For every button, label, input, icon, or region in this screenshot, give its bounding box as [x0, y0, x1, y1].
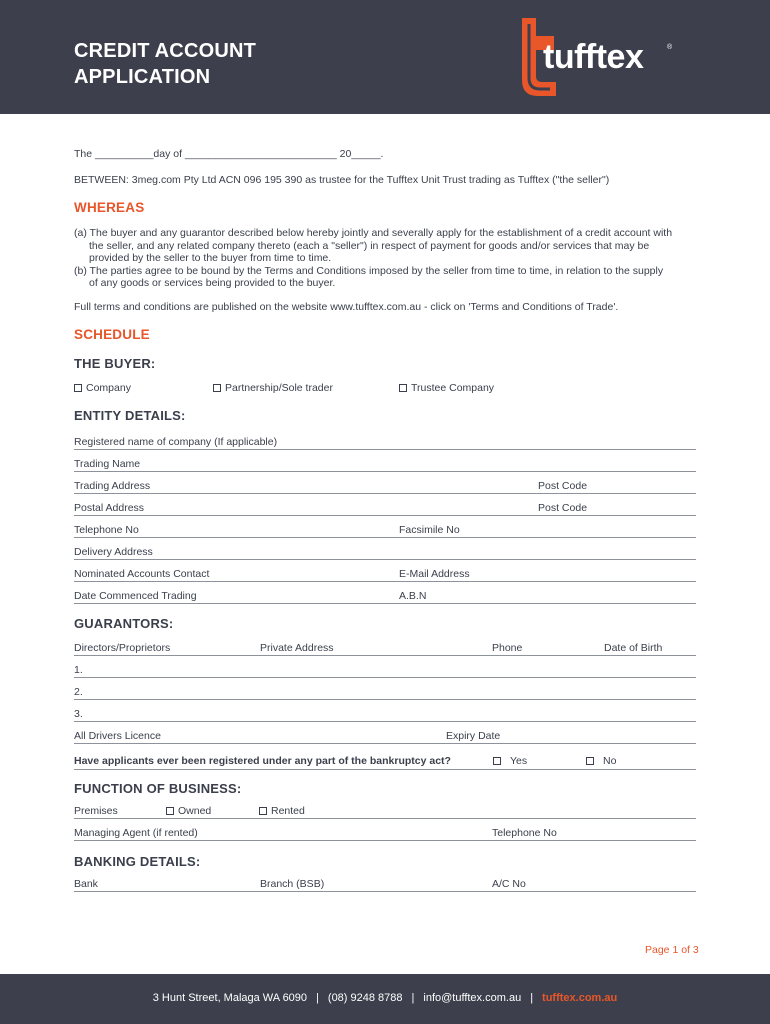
schedule-heading: SCHEDULE	[74, 327, 150, 342]
checkbox-icon[interactable]	[259, 807, 267, 815]
guarantor-row-field[interactable]	[74, 721, 696, 722]
page-number: Page 1 of 3	[645, 944, 699, 956]
accounts-contact-field[interactable]	[74, 581, 696, 582]
footer-contact	[0, 992, 770, 1004]
telephone-label: Telephone No	[74, 524, 139, 536]
guarantor-column-header: Private Address	[260, 642, 334, 654]
bankruptcy-divider	[74, 769, 696, 770]
guarantor-row-number: 1.	[74, 664, 83, 676]
no-label: No	[603, 755, 617, 767]
date-commenced-label: Date Commenced Trading	[74, 590, 197, 602]
bankruptcy-no-option[interactable]	[586, 755, 616, 767]
drivers-licence-label: All Drivers Licence	[74, 730, 161, 742]
date-line: The __________day of __________________________ 20_____.	[74, 148, 384, 160]
postal-postcode-label: Post Code	[538, 502, 588, 514]
telephone-field[interactable]	[74, 537, 696, 538]
footer-address: 3 Hunt Street, Malaga WA 6090	[152, 992, 308, 1004]
guarantor-row-number: 2.	[74, 686, 83, 698]
abn-label: A.B.N	[399, 590, 427, 602]
postal-address-label: Postal Address	[74, 502, 145, 514]
title-line-2: APPLICATION	[74, 66, 211, 88]
buyer-option-label: Partnership/Sole trader	[225, 382, 333, 394]
entity-heading: ENTITY DETAILS:	[74, 408, 186, 423]
postal-address-field[interactable]	[74, 515, 696, 516]
bankruptcy-yes-option[interactable]	[493, 755, 527, 767]
accounts-contact-label: Nominated Accounts Contact	[74, 568, 210, 580]
guarantor-column-header: Date of Birth	[604, 642, 663, 654]
yes-label: Yes	[510, 755, 528, 767]
guarantor-row-field[interactable]	[74, 699, 696, 700]
clause-a: (a) The buyer and any guarantor described below hereby jointly and severally apply for the establishment of a credit account with the seller, and any related company thereto (each a "seller") in respect of payment for goods and/or services that may be provided by the seller to the buyer from time to time.	[74, 227, 673, 264]
facsimile-label: Facsimile No	[399, 524, 460, 536]
account-number-label: A/C No	[492, 878, 526, 890]
guarantor-column-header: Phone	[492, 642, 523, 654]
checkbox-icon[interactable]	[74, 384, 82, 392]
guarantor-column-header: Directors/Proprietors	[74, 642, 171, 654]
registered-name-field[interactable]	[74, 449, 696, 450]
premises-divider	[74, 818, 696, 819]
agent-telephone-label: Telephone No	[492, 827, 557, 839]
between-line: BETWEEN: 3meg.com Pty Ltd ACN 096 195 390 as trustee for the Tufftex Unit Trust trading as Tufftex ("the seller")	[74, 174, 610, 186]
bank-label: Bank	[74, 878, 98, 890]
premises-owned-option[interactable]	[166, 805, 211, 817]
footer-separator: |	[530, 992, 534, 1004]
business-heading: FUNCTION OF BUSINESS:	[74, 781, 242, 796]
rented-label: Rented	[271, 805, 305, 817]
managing-agent-label: Managing Agent (if rented)	[74, 827, 198, 839]
registered-name-label: Registered name of company (If applicable)	[74, 436, 278, 448]
checkbox-icon[interactable]	[586, 757, 594, 765]
terms-line: Full terms and conditions are published on the website www.tufftex.com.au - click on 'Terms and Conditions of Trade'.	[74, 301, 619, 313]
branch-label: Branch (BSB)	[260, 878, 325, 890]
clause-b: (b) The parties agree to be bound by the Terms and Conditions imposed by the seller from time to time, in relation to the supply of any goods or services being provided to the buyer.	[74, 264, 664, 289]
trading-name-label: Trading Name	[74, 458, 141, 470]
buyer-option-label: Trustee Company	[411, 382, 495, 394]
footer-phone: (08) 9248 8788	[327, 992, 403, 1004]
buyer-option-trustee[interactable]	[399, 382, 494, 394]
email-label: E-Mail Address	[399, 568, 470, 580]
delivery-address-field[interactable]	[74, 559, 696, 560]
banking-heading: BANKING DETAILS:	[74, 854, 201, 869]
buyer-option-label: Company	[86, 382, 131, 394]
whereas-clauses	[74, 227, 674, 290]
buyer-option-partnership[interactable]	[213, 382, 333, 394]
footer-separator: |	[316, 992, 319, 1004]
trading-address-field[interactable]	[74, 493, 696, 494]
delivery-address-label: Delivery Address	[74, 546, 153, 558]
guarantors-heading: GUARANTORS:	[74, 616, 174, 631]
premises-rented-option[interactable]	[259, 805, 305, 817]
logo-trademark: ®	[667, 44, 673, 51]
buyer-heading: THE BUYER:	[74, 356, 156, 371]
checkbox-icon[interactable]	[213, 384, 221, 392]
page-title	[74, 38, 256, 90]
footer-separator: |	[411, 992, 415, 1004]
owned-label: Owned	[178, 805, 212, 817]
trading-name-field[interactable]	[74, 471, 696, 472]
checkbox-icon[interactable]	[493, 757, 501, 765]
checkbox-icon[interactable]	[166, 807, 174, 815]
date-commenced-field[interactable]	[74, 603, 696, 604]
whereas-heading: WHEREAS	[74, 200, 145, 215]
expiry-date-label: Expiry Date	[446, 730, 501, 742]
managing-agent-field[interactable]	[74, 840, 696, 841]
drivers-licence-field[interactable]	[74, 743, 696, 744]
footer-website-link[interactable]: tufftex.com.au	[542, 992, 618, 1004]
trading-postcode-label: Post Code	[538, 480, 588, 492]
guarantor-row-field[interactable]	[74, 677, 696, 678]
logo-wordmark: tufftex	[543, 38, 644, 76]
buyer-option-company[interactable]	[74, 382, 131, 394]
title-line-1: CREDIT ACCOUNT	[74, 40, 257, 62]
premises-label: Premises	[74, 805, 118, 817]
bankruptcy-question: Have applicants ever been registered under any part of the bankruptcy act?	[74, 755, 451, 767]
footer-email[interactable]: info@tufftex.com.au	[423, 992, 522, 1004]
checkbox-icon[interactable]	[399, 384, 407, 392]
guarantor-row-number: 3.	[74, 708, 83, 720]
footer-bar	[0, 974, 770, 1024]
banking-field[interactable]	[74, 891, 696, 892]
guarantor-header-divider	[74, 655, 696, 656]
trading-address-label: Trading Address	[74, 480, 151, 492]
